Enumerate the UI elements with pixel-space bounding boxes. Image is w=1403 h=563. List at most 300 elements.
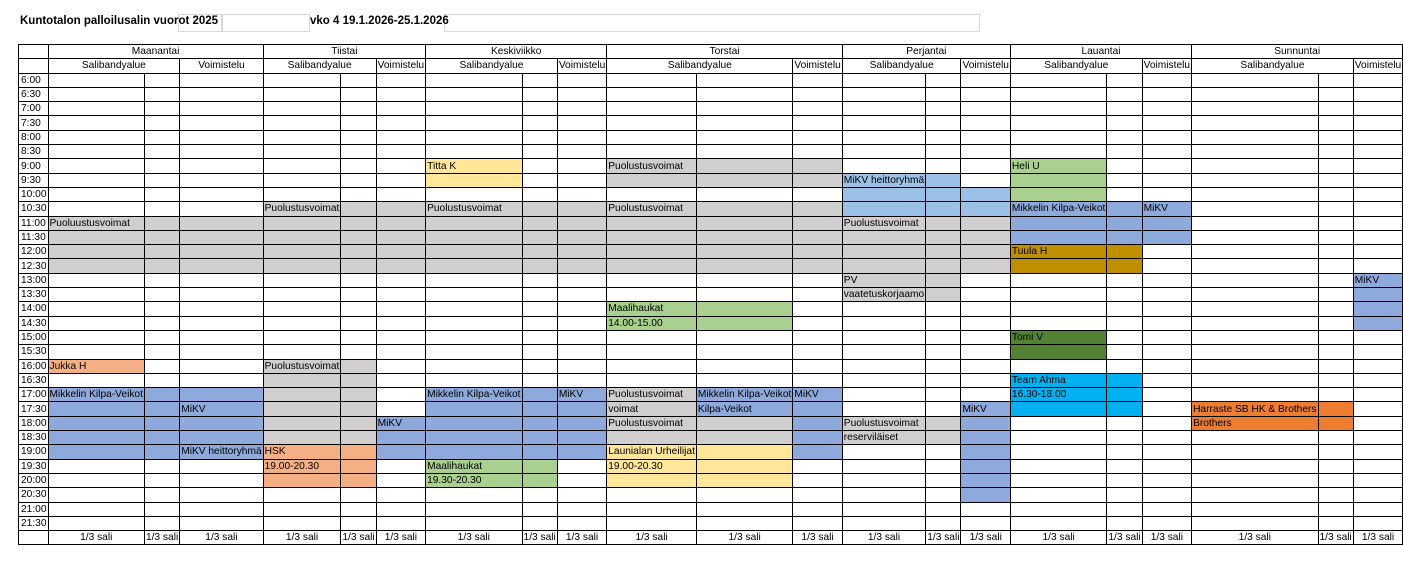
- slot-cell: [696, 273, 792, 287]
- booking-slot: [376, 202, 425, 216]
- booking-slot: [341, 202, 376, 216]
- slot-cell: [961, 87, 1010, 101]
- slot-cell: [607, 102, 697, 116]
- slot-cell: [1318, 431, 1353, 445]
- booking-slot: [1010, 187, 1106, 201]
- time-label: 14:00: [19, 302, 49, 316]
- slot-cell: [1192, 388, 1318, 402]
- slot-cell: [426, 87, 522, 101]
- booking-slot: [926, 273, 961, 287]
- booking-label: Mikkelin Kilpa-Veikot: [1011, 203, 1106, 215]
- slot-cell: [180, 202, 263, 216]
- slot-cell: [1353, 130, 1402, 144]
- slot-cell: [1107, 431, 1142, 445]
- slot-cell: [842, 473, 925, 487]
- booking-slot: [696, 159, 792, 173]
- booking-slot: [180, 431, 263, 445]
- booking-slot: [263, 402, 341, 416]
- slot-cell: [1010, 316, 1106, 330]
- booking-slot: [522, 202, 557, 216]
- slot-cell: [1142, 173, 1191, 187]
- slot-cell: [1142, 273, 1191, 287]
- slot-cell: [793, 373, 842, 387]
- slot-cell: [263, 187, 341, 201]
- slot-cell: [793, 359, 842, 373]
- slot-cell: [341, 345, 376, 359]
- slot-cell: [1010, 116, 1106, 130]
- footer-size-label: 1/3 sali: [426, 531, 522, 545]
- slot-cell: [696, 102, 792, 116]
- booking-slot: [180, 388, 263, 402]
- slot-cell: [48, 373, 144, 387]
- booking-slot: [426, 173, 522, 187]
- footer-size-label: 1/3 sali: [376, 531, 425, 545]
- slot-cell: [1142, 102, 1191, 116]
- slot-cell: [144, 302, 179, 316]
- slot-cell: [522, 330, 557, 344]
- booking-label: Jukka H: [48, 359, 144, 373]
- slot-cell: [1318, 459, 1353, 473]
- booking-slot: [842, 202, 925, 216]
- slot-cell: [263, 273, 341, 287]
- time-label: 10:00: [19, 187, 49, 201]
- slot-cell: [842, 330, 925, 344]
- slot-cell: [144, 73, 179, 87]
- slot-cell: [1107, 445, 1142, 459]
- booking-slot: [1107, 259, 1142, 273]
- booking-slot: [144, 216, 179, 230]
- slot-cell: [1142, 388, 1191, 402]
- booking-slot: [1010, 345, 1106, 359]
- slot-cell: [1192, 302, 1318, 316]
- slot-cell: [557, 159, 606, 173]
- slot-cell: [696, 116, 792, 130]
- slot-cell: [180, 187, 263, 201]
- time-label: 12:30: [19, 259, 49, 273]
- slot-cell: [793, 130, 842, 144]
- slot-cell: [1107, 102, 1142, 116]
- slot-cell: [376, 302, 425, 316]
- time-row: [19, 73, 1403, 87]
- booking-slot: [696, 316, 792, 330]
- booking-slot: [341, 259, 376, 273]
- slot-cell: [696, 145, 792, 159]
- booking-slot: [793, 259, 842, 273]
- slot-cell: [842, 302, 925, 316]
- slot-cell: [1107, 502, 1142, 516]
- slot-cell: [144, 288, 179, 302]
- time-row: [19, 130, 1403, 144]
- slot-cell: [263, 130, 341, 144]
- booking-slot: [961, 230, 1010, 244]
- slot-cell: [144, 116, 179, 130]
- slot-cell: [144, 87, 179, 101]
- time-label: 21:30: [19, 516, 49, 530]
- slot-cell: [842, 445, 925, 459]
- slot-cell: [607, 288, 697, 302]
- slot-cell: [1318, 130, 1353, 144]
- slot-cell: [961, 159, 1010, 173]
- subheader-voimistelu: Voimistelu: [1143, 60, 1191, 72]
- slot-cell: [376, 288, 425, 302]
- slot-cell: [426, 102, 522, 116]
- time-row: [19, 373, 1403, 387]
- time-row: [19, 359, 1403, 373]
- slot-cell: [926, 445, 961, 459]
- footer-size-label: 1/3 sali: [145, 532, 179, 544]
- time-label: 11:30: [19, 230, 49, 244]
- slot-cell: [1192, 445, 1318, 459]
- time-row: [19, 259, 1403, 273]
- time-row: [19, 116, 1403, 130]
- header-corner-cell: [19, 45, 49, 59]
- slot-cell: [341, 302, 376, 316]
- slot-cell: [522, 159, 557, 173]
- footer-size-label: 1/3 sali: [180, 531, 263, 545]
- slot-cell: [1142, 402, 1191, 416]
- footer-size-label: 1/3 sali: [793, 531, 842, 545]
- booking-slot: [793, 159, 842, 173]
- slot-cell: [557, 516, 606, 530]
- slot-cell: [144, 502, 179, 516]
- slot-cell: [926, 316, 961, 330]
- slot-cell: [426, 116, 522, 130]
- slot-cell: [376, 130, 425, 144]
- slot-cell: [1192, 259, 1318, 273]
- time-row: [19, 273, 1403, 287]
- time-label: 19:30: [19, 459, 49, 473]
- booking-slot: [793, 402, 842, 416]
- slot-cell: [522, 288, 557, 302]
- slot-cell: [1142, 288, 1191, 302]
- footer-size-label: 1/3 sali: [607, 531, 697, 545]
- slot-cell: [961, 73, 1010, 87]
- subheader-salibandy: Salibandyalue: [607, 59, 793, 73]
- slot-cell: [426, 330, 522, 344]
- time-row: [19, 445, 1403, 459]
- time-row: [19, 102, 1403, 116]
- slot-cell: [263, 288, 341, 302]
- booking-slot: [961, 473, 1010, 487]
- slot-cell: [842, 373, 925, 387]
- booking-slot: [696, 445, 792, 459]
- slot-cell: [1353, 459, 1402, 473]
- slot-cell: [557, 488, 606, 502]
- slot-cell: [1353, 388, 1402, 402]
- slot-cell: [180, 159, 263, 173]
- title-row: [18, 14, 980, 32]
- booking-slot: [926, 202, 961, 216]
- slot-cell: [1318, 288, 1353, 302]
- time-row: [19, 230, 1403, 244]
- slot-cell: [1353, 102, 1402, 116]
- booking-slot: [926, 230, 961, 244]
- time-label: 8:30: [19, 145, 49, 159]
- slot-cell: [48, 102, 144, 116]
- booking-slot: [180, 259, 263, 273]
- slot-cell: [1107, 288, 1142, 302]
- booking-slot: [961, 245, 1010, 259]
- slot-cell: [557, 102, 606, 116]
- time-label: 15:30: [19, 345, 49, 359]
- slot-cell: [793, 145, 842, 159]
- subheader-salibandy: Salibandyalue: [842, 59, 961, 73]
- slot-cell: [263, 488, 341, 502]
- slot-cell: [842, 488, 925, 502]
- booking-slot: [376, 431, 425, 445]
- slot-cell: [1318, 473, 1353, 487]
- slot-cell: [144, 102, 179, 116]
- booking-slot: [961, 459, 1010, 473]
- booking-slot: [341, 416, 376, 430]
- time-label: 6:00: [19, 73, 49, 87]
- booking-label: Puolustusvoimat: [607, 388, 697, 402]
- slot-cell: [926, 373, 961, 387]
- slot-cell: [1142, 345, 1191, 359]
- slot-cell: [926, 73, 961, 87]
- booking-label: MiKV heittoryhmä: [843, 174, 925, 186]
- slot-cell: [1318, 145, 1353, 159]
- booking-slot: [48, 230, 144, 244]
- slot-cell: [842, 316, 925, 330]
- slot-cell: [522, 173, 557, 187]
- slot-cell: [1353, 373, 1402, 387]
- slot-cell: [1142, 431, 1191, 445]
- slot-cell: [842, 402, 925, 416]
- slot-cell: [926, 359, 961, 373]
- slot-cell: [48, 330, 144, 344]
- slot-cell: [1192, 345, 1318, 359]
- slot-cell: [793, 330, 842, 344]
- slot-cell: [522, 145, 557, 159]
- time-row: [19, 145, 1403, 159]
- time-row: [19, 502, 1403, 516]
- slot-cell: [1192, 488, 1318, 502]
- slot-cell: [1353, 445, 1402, 459]
- booking-slot: [1142, 216, 1191, 230]
- slot-cell: [1192, 502, 1318, 516]
- slot-cell: [793, 345, 842, 359]
- slot-cell: [180, 459, 263, 473]
- slot-cell: [607, 87, 697, 101]
- slot-cell: [1192, 273, 1318, 287]
- slot-cell: [793, 187, 842, 201]
- booking-label: Brothers: [1192, 416, 1318, 430]
- booking-slot: [263, 416, 341, 430]
- booking-slot: [522, 388, 557, 402]
- booking-slot: [341, 245, 376, 259]
- booking-label: Puoluustusvoimat: [48, 216, 144, 230]
- slot-cell: [1192, 202, 1318, 216]
- booking-slot: [341, 216, 376, 230]
- footer-size-label: 1/3 sali: [927, 532, 960, 544]
- slot-cell: [961, 388, 1010, 402]
- booking-slot: [1353, 316, 1402, 330]
- slot-cell: [1142, 259, 1191, 273]
- booking-slot: [1318, 416, 1353, 430]
- time-row: [19, 302, 1403, 316]
- time-label: 18:30: [19, 431, 49, 445]
- booking-label: MiKV: [557, 388, 606, 402]
- slot-cell: [961, 516, 1010, 530]
- slot-cell: [1318, 259, 1353, 273]
- booking-slot: [696, 216, 792, 230]
- slot-cell: [144, 330, 179, 344]
- slot-cell: [926, 130, 961, 144]
- slot-cell: [522, 345, 557, 359]
- subheader-corner-cell: [19, 59, 49, 73]
- slot-cell: [793, 273, 842, 287]
- slot-cell: [696, 345, 792, 359]
- booking-slot: [1107, 388, 1142, 402]
- slot-cell: [180, 130, 263, 144]
- slot-cell: [426, 73, 522, 87]
- slot-cell: [607, 116, 697, 130]
- booking-label: MiKV: [376, 416, 425, 430]
- booking-label: MiKV: [1142, 202, 1191, 216]
- booking-label: Heli U: [1010, 159, 1106, 173]
- booking-slot: [557, 431, 606, 445]
- slot-cell: [607, 488, 697, 502]
- slot-cell: [341, 502, 376, 516]
- slot-cell: [48, 116, 144, 130]
- slot-cell: [180, 488, 263, 502]
- footer-size-label: 1/3 sali: [263, 531, 341, 545]
- slot-cell: [180, 330, 263, 344]
- booking-slot: [426, 230, 522, 244]
- slot-cell: [926, 502, 961, 516]
- slot-cell: [557, 73, 606, 87]
- booking-slot: [961, 187, 1010, 201]
- booking-slot: [607, 173, 697, 187]
- slot-cell: [961, 145, 1010, 159]
- slot-cell: [557, 373, 606, 387]
- slot-cell: [1142, 87, 1191, 101]
- slot-cell: [1107, 130, 1142, 144]
- slot-cell: [376, 388, 425, 402]
- slot-cell: [48, 130, 144, 144]
- slot-cell: [842, 159, 925, 173]
- time-label: 8:00: [19, 130, 49, 144]
- slot-cell: [48, 488, 144, 502]
- footer-size-label: 1/3 sali: [557, 531, 606, 545]
- slot-cell: [1318, 216, 1353, 230]
- slot-cell: [341, 159, 376, 173]
- slot-cell: [557, 330, 606, 344]
- slot-cell: [48, 87, 144, 101]
- time-label: 10:30: [19, 202, 49, 216]
- time-row: [19, 216, 1403, 230]
- slot-cell: [557, 473, 606, 487]
- slot-cell: [1142, 488, 1191, 502]
- slot-cell: [376, 187, 425, 201]
- slot-cell: [1010, 473, 1106, 487]
- booking-slot: [341, 373, 376, 387]
- booking-label: 19.00-20.30: [607, 459, 697, 473]
- footer-size-label: 1/3 sali: [961, 531, 1010, 545]
- booking-label: 19.30-20.30: [426, 473, 522, 487]
- slot-cell: [1318, 388, 1353, 402]
- slot-cell: [1353, 473, 1402, 487]
- booking-slot: [1107, 230, 1142, 244]
- booking-slot: [376, 216, 425, 230]
- slot-cell: [1318, 187, 1353, 201]
- slot-cell: [1010, 302, 1106, 316]
- slot-cell: [426, 488, 522, 502]
- time-label: 18:00: [19, 416, 49, 430]
- week-label: vko 4 19.1.2026-25.1.2026: [310, 15, 449, 27]
- time-label: 6:30: [19, 87, 49, 101]
- slot-cell: [793, 87, 842, 101]
- booking-slot: [1010, 216, 1106, 230]
- slot-cell: [1192, 73, 1318, 87]
- booking-slot: [793, 431, 842, 445]
- booking-slot: [1107, 202, 1142, 216]
- slot-cell: [341, 488, 376, 502]
- slot-cell: [1353, 230, 1402, 244]
- booking-slot: [696, 473, 792, 487]
- slot-cell: [1192, 245, 1318, 259]
- day-header-row: [19, 45, 1403, 59]
- slot-cell: [1353, 259, 1402, 273]
- booking-slot: [1353, 288, 1402, 302]
- booking-slot: [793, 445, 842, 459]
- booking-label: Kilpa-Veikot: [696, 402, 792, 416]
- booking-label: Mikkelin Kilpa-Veikot: [697, 389, 792, 401]
- booking-slot: [1107, 245, 1142, 259]
- slot-cell: [522, 488, 557, 502]
- slot-cell: [341, 516, 376, 530]
- slot-cell: [1142, 516, 1191, 530]
- slot-cell: [557, 359, 606, 373]
- booking-slot: [522, 431, 557, 445]
- slot-cell: [793, 73, 842, 87]
- slot-cell: [961, 102, 1010, 116]
- slot-cell: [522, 516, 557, 530]
- time-row: [19, 488, 1403, 502]
- booking-slot: [376, 445, 425, 459]
- booking-slot: [426, 216, 522, 230]
- slot-cell: [607, 187, 697, 201]
- slot-cell: [1192, 116, 1318, 130]
- slot-cell: [1010, 459, 1106, 473]
- slot-cell: [961, 502, 1010, 516]
- booking-label: Maalihaukat: [607, 302, 697, 316]
- slot-cell: [842, 102, 925, 116]
- slot-cell: [376, 459, 425, 473]
- booking-slot: [522, 402, 557, 416]
- slot-cell: [522, 302, 557, 316]
- booking-label: 14.00-15.00: [607, 316, 697, 330]
- slot-cell: [376, 273, 425, 287]
- slot-cell: [180, 288, 263, 302]
- booking-slot: [341, 473, 376, 487]
- time-row: [19, 288, 1403, 302]
- slot-cell: [1107, 173, 1142, 187]
- footer-size-label: 1/3 sali: [48, 531, 144, 545]
- booking-slot: [696, 202, 792, 216]
- time-row: [19, 516, 1403, 530]
- slot-cell: [1142, 373, 1191, 387]
- slot-cell: [48, 288, 144, 302]
- slot-cell: [1010, 502, 1106, 516]
- slot-cell: [1192, 159, 1318, 173]
- booking-slot: [961, 488, 1010, 502]
- slot-cell: [144, 359, 179, 373]
- slot-cell: [263, 330, 341, 344]
- slot-cell: [1192, 330, 1318, 344]
- slot-cell: [842, 359, 925, 373]
